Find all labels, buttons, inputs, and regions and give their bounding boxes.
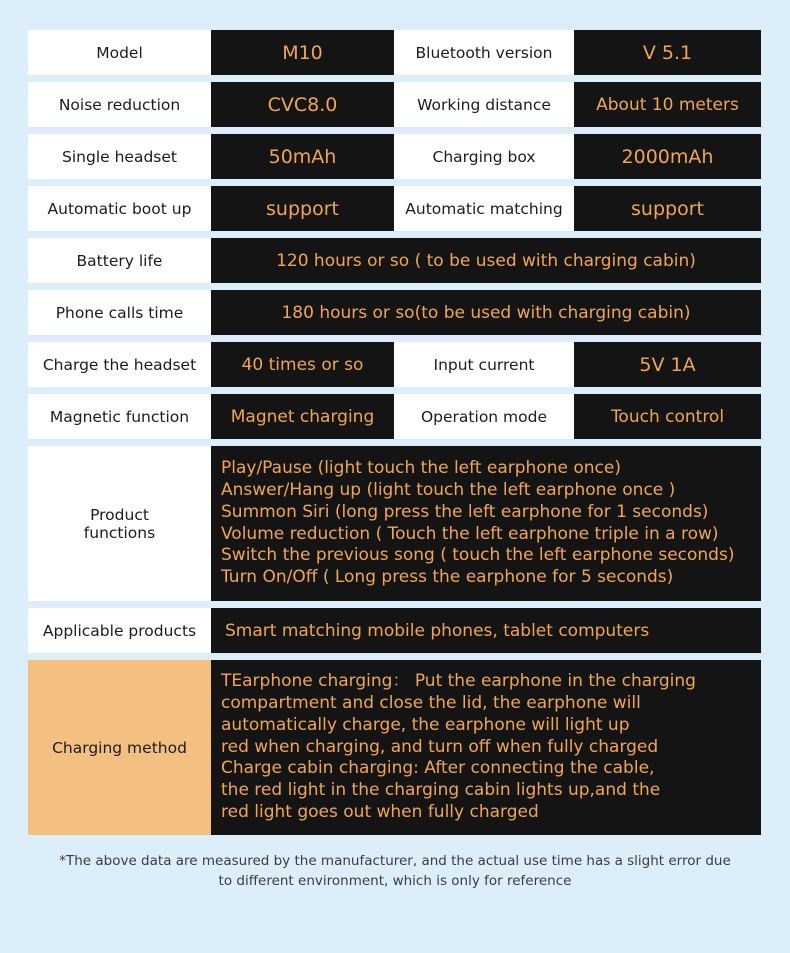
footnote [28, 852, 762, 891]
table-row [28, 82, 762, 127]
charging-method-line: automatically charge, the earphone will light up [221, 714, 630, 735]
spec-label: Automatic matching [394, 186, 574, 231]
charging-method-value [211, 660, 761, 835]
applicable-products-label: Applicable products [28, 608, 211, 653]
table-row [28, 186, 762, 231]
spec-value: M10 [211, 30, 394, 75]
applicable-products-value: Smart matching mobile phones, tablet computers [211, 608, 761, 653]
product-functions-label-line1: Product [90, 505, 149, 524]
spec-value: About 10 meters [574, 82, 761, 127]
spec-label: Operation mode [394, 394, 574, 439]
spec-label: Charge the headset [28, 342, 211, 387]
spec-label: Phone calls time [28, 290, 211, 335]
spec-label: Charging box [394, 134, 574, 179]
spec-value: V 5.1 [574, 30, 761, 75]
spec-label: Battery life [28, 238, 211, 283]
charging-method-line: compartment and close the lid, the earphone will [221, 693, 641, 714]
spec-value: support [574, 186, 761, 231]
spec-label: Automatic boot up [28, 186, 211, 231]
spec-value: 40 times or so [211, 342, 394, 387]
spec-label: Input current [394, 342, 574, 387]
spec-value: CVC8.0 [211, 82, 394, 127]
spec-label: Single headset [28, 134, 211, 179]
spec-label: Magnetic function [28, 394, 211, 439]
product-function-line: Volume reduction ( Touch the left earphone triple in a row) [221, 523, 719, 544]
charging-method-row [28, 660, 762, 835]
spec-value: support [211, 186, 394, 231]
table-row [28, 394, 762, 439]
spec-label: Bluetooth version [394, 30, 574, 75]
spec-value: 2000mAh [574, 134, 761, 179]
spec-value: 50mAh [211, 134, 394, 179]
spec-value: 5V 1A [574, 342, 761, 387]
charging-method-line: the red light in the charging cabin lights up,and the [221, 780, 661, 801]
spec-value: 180 hours or so(to be used with charging cabin) [211, 290, 761, 335]
table-row [28, 238, 762, 283]
product-function-line: Answer/Hang up (light touch the left earphone once ) [221, 480, 676, 500]
table-row [28, 290, 762, 335]
footnote-line-2: to different environment, which is only for reference [218, 872, 572, 889]
spec-value: Touch control [574, 394, 761, 439]
footnote-line-1: *The above data are measured by the manufacturer, and the actual use time has a slight error due [59, 853, 731, 869]
charging-method-line: Charge cabin charging: After connecting the cable, [221, 758, 655, 779]
spec-label: Noise reduction [28, 82, 211, 127]
product-functions-row [28, 446, 762, 601]
applicable-products-row [28, 608, 762, 653]
table-row [28, 134, 762, 179]
charging-method-line: red when charging, and turn off when fully charged [221, 736, 659, 757]
charging-method-line: red light goes out when fully charged [221, 801, 539, 822]
table-row [28, 30, 762, 75]
product-functions-value [211, 446, 761, 601]
charging-method-line: TEarphone charging： Put the earphone in the charging [221, 671, 696, 692]
spec-label: Model [28, 30, 211, 75]
spec-value: Magnet charging [211, 394, 394, 439]
product-functions-label [28, 446, 211, 601]
charging-method-label: Charging method [28, 660, 211, 835]
table-row [28, 342, 762, 387]
product-function-line: Play/Pause (light touch the left earphone once) [221, 458, 621, 479]
product-function-line: Turn On/Off ( Long press the earphone for 5 seconds) [221, 567, 674, 587]
product-functions-label-line2: functions [83, 523, 156, 542]
spec-label: Working distance [394, 82, 574, 127]
product-function-line: Summon Siri (long press the left earphone for 1 seconds) [221, 501, 709, 522]
spec-value: 120 hours or so ( to be used with charging cabin) [211, 238, 761, 283]
product-function-line: Switch the previous song ( touch the left earphone seconds) [221, 545, 735, 566]
